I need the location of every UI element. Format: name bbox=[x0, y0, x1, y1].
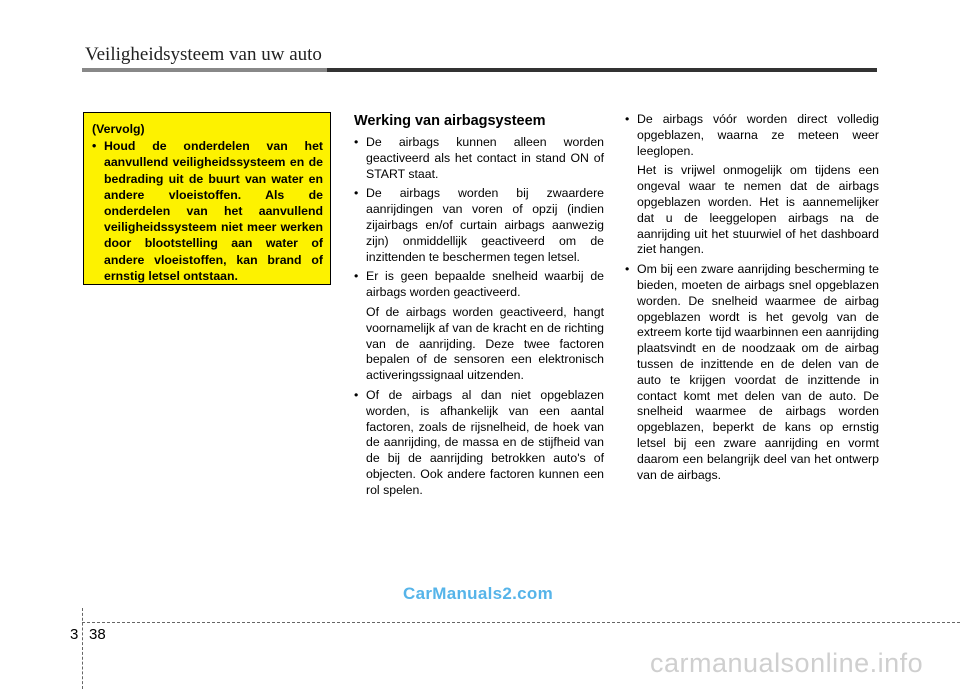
list-item bbox=[354, 269, 604, 384]
list-item bbox=[625, 262, 879, 483]
list-item bbox=[354, 186, 604, 265]
bullet-dot-icon: • bbox=[354, 387, 359, 402]
paragraph: De airbags vóór worden direct volledig opgeblazen, waarna ze meteen weer leeglopen. bbox=[637, 112, 879, 158]
site-watermark: carmanualsonline.info bbox=[650, 648, 924, 678]
warning-box bbox=[83, 112, 331, 285]
paragraph: Het is vrijwel onmogelijk om tijdens een ongeval waar te nemen dat de airbags opgeblazen worden. Het is aannemelijker dat u de leeggelopen airbags na de aanrijding uit het stuurwiel of het dashboard ziet hangen. bbox=[637, 163, 879, 257]
list-item bbox=[625, 112, 879, 258]
bullet-dot-icon: • bbox=[625, 112, 630, 126]
paragraph: De airbags kunnen alleen worden geactiveerd als het contact in stand ON of START staat. bbox=[366, 135, 604, 181]
paragraph: De airbags worden bij zwaardere aanrijdingen van voren of opzij (indien zijairbags en/of curtain airbags aanwezig zijn) onmiddellijk geactiveerd om de inzittenden te beschermen tegen letsel. bbox=[366, 186, 604, 264]
content-column-middle bbox=[354, 112, 604, 503]
list-item-text bbox=[637, 112, 879, 258]
warning-text: Houd de onderdelen van het aanvullend veiligheidssysteem en de bedrading uit de buurt van water en andere vloeistoffen. Als de onderdelen van het aanvullend veiligheidssysteem niet meer werken door blootstelling aan water of andere vloeistoffen, kan brand of ernstig letsel ontstaan. bbox=[104, 139, 323, 283]
list-item-text bbox=[637, 262, 879, 483]
bullet-list-right bbox=[625, 112, 879, 483]
warning-bullet bbox=[92, 138, 323, 284]
page-number: 38 bbox=[89, 626, 106, 643]
list-item-text bbox=[366, 388, 604, 499]
paragraph: Om bij een zware aanrijding bescherming te bieden, moeten de airbags snel opgeblazen worden. De snelheid waarmee de airbag opgeblazen wordt is het gevolg van de extreem korte tijd waarbinnen een aanrijding plaatsvindt en de noodzaak om de airbag tussen de inzittende en de delen van de auto te krijgen voordat de inzittende in contact komt met delen van de auto. De snelheid waarmee de airbags worden opgeblazen, beperkt de kans op ernstig letsel bij een zware aanrijding en vormt daarom een belangrijk deel van het ontwerp van de airbags. bbox=[637, 262, 879, 482]
paragraph: Er is geen bepaalde snelheid waarbij de airbags worden geactiveerd. bbox=[366, 269, 604, 300]
footer-divider bbox=[82, 608, 83, 689]
bullet-dot-icon: • bbox=[354, 269, 359, 284]
section-title: Werking van airbagsysteem bbox=[354, 113, 546, 129]
footer-rule bbox=[82, 622, 960, 623]
bullet-dot-icon: • bbox=[92, 139, 97, 154]
list-item-text bbox=[366, 269, 604, 384]
page-header-title: Veiligheidsysteem van uw auto bbox=[85, 44, 322, 65]
bullet-dot-icon: • bbox=[354, 186, 359, 201]
header-rule-accent bbox=[82, 68, 327, 72]
content-column-right bbox=[625, 112, 879, 487]
paragraph: Of de airbags al dan niet opgeblazen worden, is afhankelijk van een aantal factoren, zoals de rijsnelheid, de hoek van de aanrijding, de massa en de stijfheid van de bij de aanrijding betrokken auto's of objecten. Ook andere factoren kunnen een rol spelen. bbox=[366, 387, 604, 497]
bullet-dot-icon: • bbox=[354, 135, 359, 149]
warning-continued-label: (Vervolg) bbox=[92, 122, 145, 136]
bullet-list-middle bbox=[354, 135, 604, 499]
paragraph: Of de airbags worden geactiveerd, hangt voornamelijk af van de kracht en de richting van de aanrijding. Deze twee factoren bepalen of de sensoren een elektronisch activeringssignaal uitzenden. bbox=[366, 304, 604, 383]
list-item-text bbox=[366, 135, 604, 182]
watermark-logo: CarManuals2.com bbox=[403, 584, 553, 603]
bullet-dot-icon: • bbox=[625, 262, 630, 277]
list-item-text bbox=[366, 186, 604, 265]
list-item bbox=[354, 135, 604, 182]
list-item bbox=[354, 388, 604, 499]
page-section-number: 3 bbox=[70, 626, 79, 643]
